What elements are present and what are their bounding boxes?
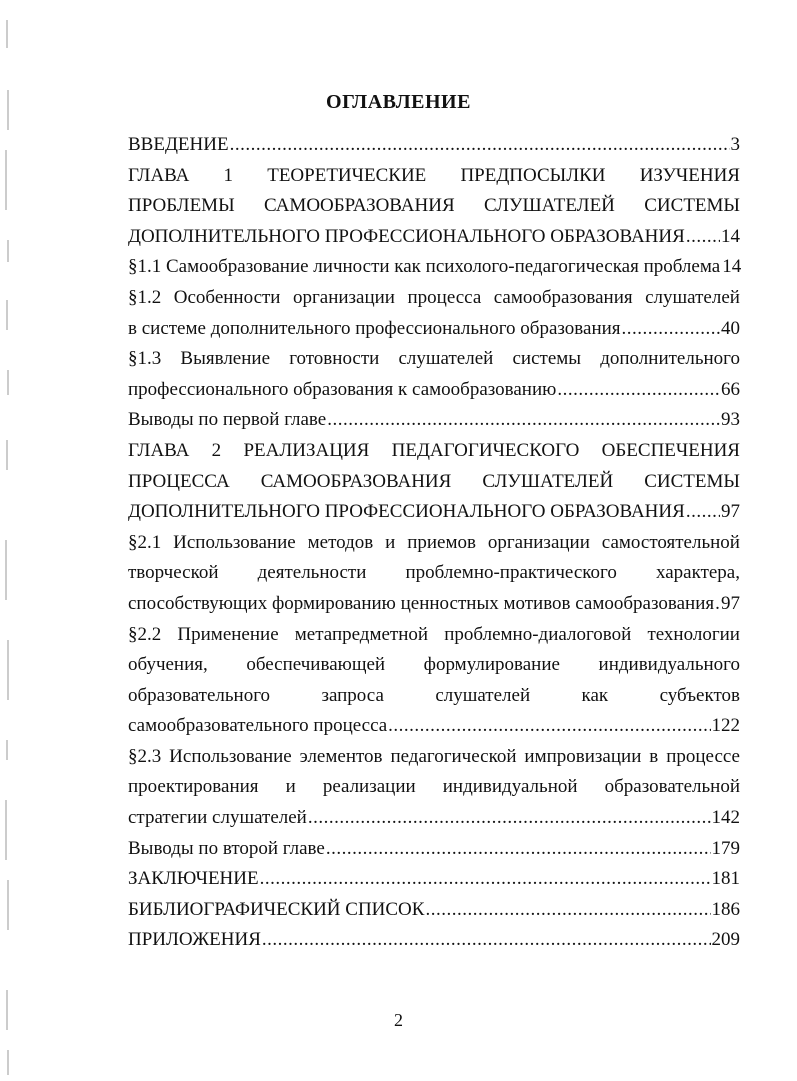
toc-page-number: 186: [711, 898, 740, 920]
toc-entry[interactable]: [128, 283, 740, 344]
toc-word: слушателей: [645, 286, 740, 308]
toc-leader-line: [128, 314, 740, 345]
toc-word: творческой: [128, 562, 219, 584]
toc-word: образовательной: [604, 776, 740, 798]
toc-leader-line: [128, 895, 740, 926]
toc-word: организации: [487, 531, 590, 553]
toc-word: обучения,: [128, 654, 208, 676]
toc-leader-line: [128, 589, 740, 620]
toc-word: индивидуальной: [442, 776, 578, 798]
toc-page-number: 142: [711, 807, 740, 829]
toc-word: субъектов: [659, 684, 740, 706]
toc-heading: ОГЛАВЛЕНИЕ: [326, 91, 471, 113]
toc-leader-dots: [686, 222, 720, 253]
toc-word: СИСТЕМЫ: [644, 470, 740, 492]
toc-word: §2.1: [128, 531, 162, 553]
toc-leader-line: [128, 925, 740, 956]
toc-word: метапредметной: [294, 623, 429, 645]
toc-word: самостоятельной: [601, 531, 740, 553]
toc-word: проблемно-практического: [405, 562, 617, 584]
toc-word: слушателей: [435, 684, 531, 706]
toc-leader-dots: [686, 497, 720, 528]
toc-word: 1: [223, 164, 234, 186]
toc-word: §2.2: [128, 623, 162, 645]
toc-word: Особенности: [173, 286, 281, 308]
toc-word: §1.2: [128, 286, 162, 308]
toc-word: элементов: [299, 745, 383, 767]
toc-leader-line: [128, 375, 740, 406]
toc-line: [128, 742, 740, 773]
toc-leader-dots: [308, 803, 711, 834]
toc-word: приемов: [407, 531, 476, 553]
toc-page-number: 3: [730, 134, 740, 155]
toc-word: ИЗУЧЕНИЯ: [639, 164, 740, 186]
toc-leader-line: [128, 497, 740, 528]
toc-entry[interactable]: [128, 161, 740, 253]
toc-leader-dots: [230, 130, 730, 161]
toc-page-number: 93: [721, 409, 740, 431]
toc-leader-line: [128, 864, 740, 895]
toc-entry[interactable]: [128, 895, 740, 926]
toc-leader-dots: [260, 864, 711, 895]
toc-leader-line: [128, 252, 740, 283]
toc-word: системы: [512, 348, 582, 370]
toc-entry[interactable]: [128, 925, 740, 956]
toc-leader-dots: [622, 314, 720, 345]
toc-line: [128, 161, 740, 192]
toc-word: и: [285, 776, 296, 798]
toc-word: в: [649, 745, 659, 767]
toc-page-number: 40: [721, 317, 740, 339]
toc-word: СЛУШАТЕЛЕЙ: [483, 195, 615, 217]
toc-title: ЗАКЛЮЧЕНИЕ: [128, 868, 259, 890]
toc-word: 2: [211, 439, 222, 461]
toc-word: деятельности: [257, 562, 367, 584]
toc-title: профессионального образования к самообразованию: [128, 378, 557, 400]
toc-leader-dots: [388, 711, 710, 742]
toc-title: Выводы по первой главе: [128, 409, 327, 431]
toc-word: слушателей: [398, 348, 494, 370]
toc-word: образовательного: [128, 684, 271, 706]
toc-title: стратегии слушателей: [128, 807, 307, 829]
toc-word: процесса: [407, 286, 482, 308]
toc-word: дополнительного: [600, 348, 740, 370]
toc-word: Выявление: [180, 348, 271, 370]
toc-leader-dots: [715, 589, 720, 620]
toc-leader-line: [128, 711, 740, 742]
toc-word: СЛУШАТЕЛЕЙ: [482, 470, 614, 492]
toc-leader-dots: [327, 405, 720, 436]
toc-title: ДОПОЛНИТЕЛЬНОГО ПРОФЕССИОНАЛЬНОГО ОБРАЗОВАНИЯ: [128, 501, 685, 523]
toc-word: Использование: [169, 745, 292, 767]
toc-page-number: 14: [721, 225, 740, 247]
toc-title: Выводы по второй главе: [128, 837, 325, 859]
table-of-contents: [128, 130, 740, 956]
toc-word: ПРОЦЕССА: [128, 470, 230, 492]
toc-line: [128, 467, 740, 498]
toc-word: реализации: [322, 776, 416, 798]
toc-word: СИСТЕМЫ: [644, 195, 740, 217]
toc-entry[interactable]: [128, 436, 740, 528]
toc-page-number: 179: [711, 837, 740, 859]
toc-word: проблемно-диалоговой: [444, 623, 632, 645]
toc-entry[interactable]: [128, 344, 740, 405]
toc-leader-dots: [557, 375, 720, 406]
toc-word: обеспечивающей: [246, 654, 386, 676]
toc-leader-dots: [262, 925, 711, 956]
toc-word: ПРОБЛЕМЫ: [128, 195, 235, 217]
toc-page-number: 97: [721, 592, 740, 614]
toc-word: педагогической: [390, 745, 517, 767]
toc-leader-dots: [326, 834, 711, 865]
toc-word: проектирования: [128, 776, 259, 798]
toc-page-number: 181: [711, 868, 740, 890]
toc-leader-line: [128, 803, 740, 834]
toc-word: Применение: [177, 623, 279, 645]
toc-page-number: 122: [711, 715, 740, 737]
toc-leader-dots: [425, 895, 710, 926]
toc-word: ПРЕДПОСЫЛКИ: [460, 164, 606, 186]
toc-entry[interactable]: [128, 130, 740, 161]
toc-word: ПЕДАГОГИЧЕСКОГО: [391, 439, 580, 461]
toc-word: РЕАЛИЗАЦИЯ: [243, 439, 370, 461]
toc-word: §2.3: [128, 745, 162, 767]
toc-line: [128, 283, 740, 314]
toc-word: процессе: [666, 745, 740, 767]
toc-word: организации: [292, 286, 395, 308]
toc-word: характера,: [655, 562, 740, 584]
toc-word: ГЛАВА: [128, 439, 190, 461]
scan-edge-marks: [2, 0, 12, 1081]
toc-word: ГЛАВА: [128, 164, 190, 186]
toc-word: методов: [307, 531, 374, 553]
toc-title: самообразовательного процесса: [128, 715, 388, 737]
toc-line: [128, 620, 740, 651]
toc-title: ВВЕДЕНИЕ: [128, 134, 229, 155]
toc-entry[interactable]: [128, 405, 740, 436]
toc-line: [128, 650, 740, 681]
toc-leader-line: [128, 834, 740, 865]
toc-title: ПРИЛОЖЕНИЯ: [128, 929, 261, 951]
toc-line: [128, 436, 740, 467]
toc-title: §1.1 Самообразование личности как психолого-педагогическая проблема: [128, 256, 721, 278]
toc-line: [128, 558, 740, 589]
toc-word: ОБЕСПЕЧЕНИЯ: [601, 439, 740, 461]
toc-leader-line: [128, 405, 740, 436]
toc-leader-line: [128, 130, 740, 161]
toc-page-number: 209: [711, 929, 740, 951]
toc-word: самообразования: [493, 286, 633, 308]
page-number: 2: [394, 1010, 403, 1030]
toc-word: импровизации: [524, 745, 642, 767]
toc-entry[interactable]: [128, 834, 740, 865]
toc-title: в системе дополнительного профессионального образования: [128, 317, 621, 339]
toc-line: [128, 344, 740, 375]
toc-word: САМООБРАЗОВАНИЯ: [260, 470, 452, 492]
toc-word: технологии: [647, 623, 740, 645]
toc-word: и: [385, 531, 396, 553]
toc-word: индивидуального: [598, 654, 740, 676]
toc-entry[interactable]: [128, 528, 740, 620]
toc-word: формулирование: [423, 654, 560, 676]
toc-word: как: [581, 684, 609, 706]
toc-line: [128, 772, 740, 803]
toc-line: [128, 681, 740, 712]
toc-entry[interactable]: [128, 864, 740, 895]
toc-word: САМООБРАЗОВАНИЯ: [263, 195, 455, 217]
toc-word: ТЕОРЕТИЧЕСКИЕ: [267, 164, 427, 186]
toc-page-number: 14: [722, 256, 742, 278]
toc-word: запроса: [321, 684, 384, 706]
toc-title: способствующих формированию ценностных мотивов самообразования: [128, 592, 715, 614]
toc-line: [128, 191, 740, 222]
toc-leader-line: [128, 222, 740, 253]
toc-title: ДОПОЛНИТЕЛЬНОГО ПРОФЕССИОНАЛЬНОГО ОБРАЗОВАНИЯ: [128, 225, 685, 247]
toc-entry[interactable]: [128, 742, 740, 834]
toc-page-number: 97: [721, 501, 740, 523]
toc-entry[interactable]: [128, 620, 740, 742]
toc-line: [128, 528, 740, 559]
toc-page-number: 66: [721, 378, 740, 400]
toc-word: §1.3: [128, 348, 162, 370]
toc-title: БИБЛИОГРАФИЧЕСКИЙ СПИСОК: [128, 898, 425, 920]
toc-word: готовности: [289, 348, 380, 370]
toc-entry[interactable]: [128, 252, 740, 283]
toc-word: Использование: [173, 531, 296, 553]
